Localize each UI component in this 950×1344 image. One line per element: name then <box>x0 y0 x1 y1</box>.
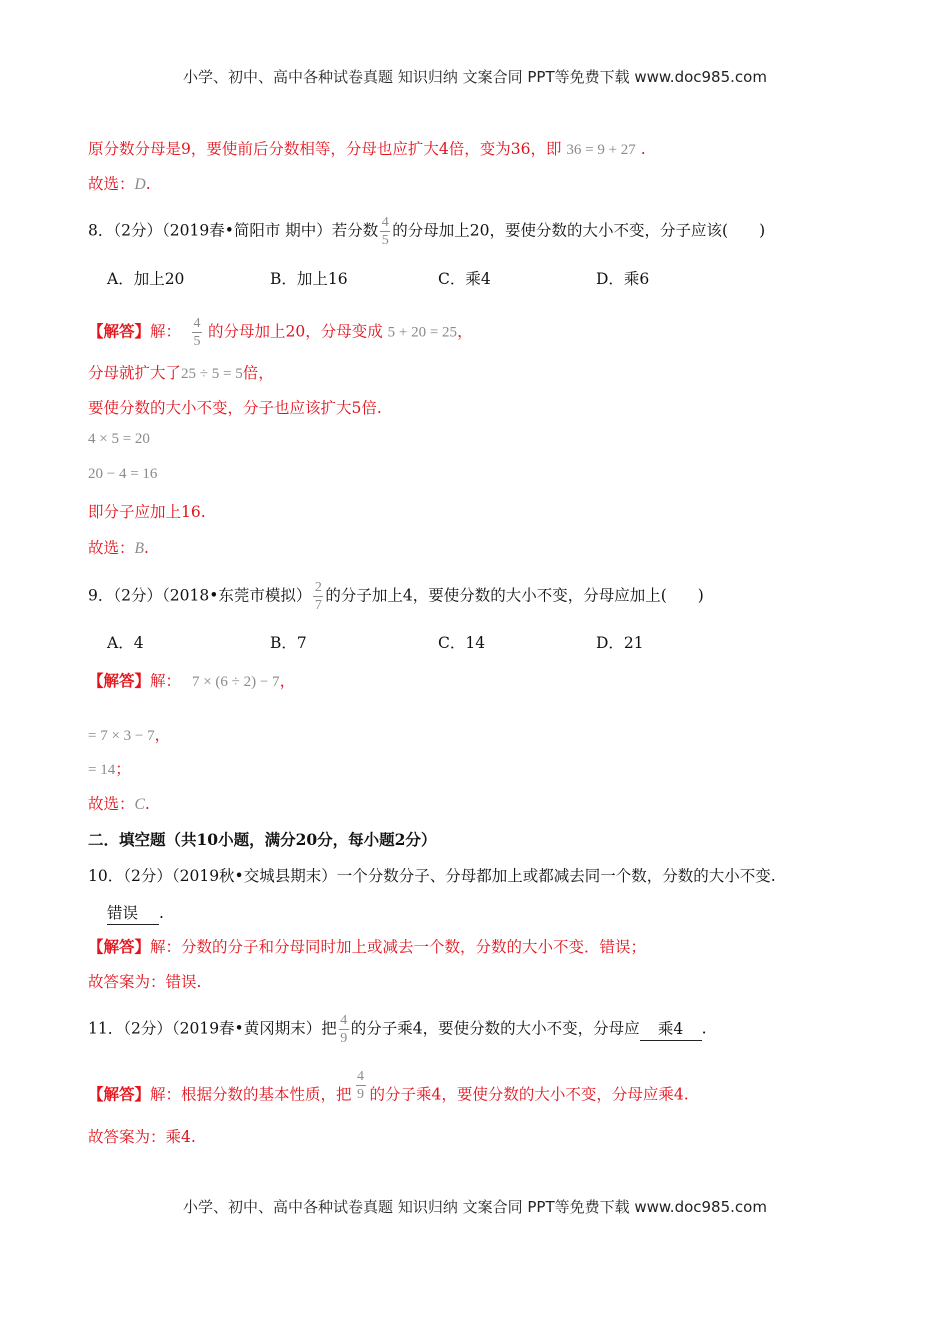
q11-solution <box>88 1069 689 1112</box>
q9-solution-1 <box>88 670 295 693</box>
q8-frac-den: 5 <box>381 233 389 248</box>
q9-stem <box>88 580 704 613</box>
page-footer: 小学、初中、高中各种试卷真题 知识归纳 文案合同 PPT等免费下载 www.doc985.com <box>183 1198 767 1216</box>
q8-sol-frac-den: 5 <box>193 334 201 349</box>
q11-sol-frac-den: 9 <box>357 1087 365 1102</box>
q9-number: 9． <box>88 586 114 605</box>
q9-sol-math-2-end: ， <box>154 726 171 744</box>
q11-source: （2019春•黄冈期末） <box>171 1019 322 1038</box>
q9-answer-letter: C <box>134 796 145 813</box>
q11-frac-den: 9 <box>340 1031 348 1046</box>
q9-score: （2分） <box>113 586 162 605</box>
q10-sol-text: 解：分数的分子和分母同时加上或减去一个数，分数的大小不变．错误； <box>150 938 647 956</box>
q8-sol-2: 分母就扩大了 <box>88 364 182 382</box>
q8-option-c[interactable]: C．乘4 <box>438 270 491 288</box>
q10-stem-text: 一个分数分子、分母都加上或都减去同一个数，分数的大小不变. <box>336 867 776 885</box>
q8-sol-frac-num: 4 <box>193 316 201 331</box>
q8-option-d[interactable]: D．乘6 <box>596 270 650 288</box>
q8-sol-1-end: ， <box>457 322 473 341</box>
q11-stem-b: 的分子乘4，要使分数的大小不变，分母应 <box>350 1019 640 1038</box>
q11-score: （2分） <box>123 1019 172 1038</box>
q9-solution-2 <box>88 724 170 747</box>
q8-sol-2-end: 倍， <box>242 364 274 382</box>
q7-answer-end: . <box>145 175 151 193</box>
q11-number: 11． <box>88 1019 124 1038</box>
q8-number: 8． <box>88 221 114 240</box>
q9-sol-math-2: = 7 × 3 − 7 <box>88 728 155 744</box>
q9-sol-math-3-end: ； <box>115 760 131 778</box>
q9-frac-num: 2 <box>314 580 322 595</box>
q11-stem-a: 把 <box>321 1019 337 1038</box>
q8-stem <box>88 215 765 248</box>
q11-stem <box>88 1013 707 1046</box>
q7-explain-text: 原分数分母是9，要使前后分数相等，分母也应扩大4倍，变为36，即 <box>88 140 562 158</box>
q9-stem-text: 的分子加上4，要使分数的大小不变，分母应加上( ) <box>325 586 704 605</box>
q9-source: （2018•东莞市模拟） <box>162 586 312 605</box>
q10-sol-label: 【解答】 <box>88 937 151 956</box>
q7-answer <box>88 173 151 196</box>
q9-answer-label: 故选： <box>88 795 135 813</box>
q9-option-b[interactable]: B．7 <box>270 634 307 652</box>
q10-source: （2019秋•交城县期末） <box>171 867 337 885</box>
q11-answer: 故答案为：乘4. <box>88 1128 196 1146</box>
q8-sol-2-math: 25 ÷ 5 = 5 <box>181 366 243 382</box>
q9-sol-math-3: = 14 <box>88 762 116 778</box>
q8-solution-1 <box>88 316 473 349</box>
q8-answer <box>88 537 149 560</box>
q8-sol-label: 【解答】 <box>88 321 151 341</box>
q8-sol-intro: 解： <box>150 322 182 341</box>
q10-blank[interactable]: 错误 <box>107 902 159 925</box>
q8-score: （2分） <box>113 221 162 240</box>
q10-stem <box>88 865 776 887</box>
q11-sol-a: 解：根据分数的基本性质，把 <box>150 1085 352 1104</box>
q9-option-d[interactable]: D．21 <box>596 634 644 652</box>
q9-frac-den: 7 <box>314 598 322 613</box>
q9-sol-intro: 解： <box>150 672 182 690</box>
q8-solution-3: 要使分数的大小不变，分子也应该扩大5倍. <box>88 399 382 417</box>
q7-answer-label: 故选： <box>88 175 135 193</box>
q8-answer-letter: B <box>134 540 144 557</box>
q8-answer-label: 故选： <box>88 539 135 557</box>
q8-sol-fraction <box>192 316 202 349</box>
q7-explain-math: 36 = 9 + 27 <box>566 142 636 158</box>
q8-option-b[interactable]: B．加上16 <box>270 270 348 288</box>
q8-frac-num: 4 <box>381 215 389 230</box>
q8-solution-2 <box>88 362 274 385</box>
q9-answer <box>88 793 150 816</box>
q11-sol-b: 的分子乘4，要使分数的大小不变，分母应乘4. <box>369 1085 689 1104</box>
q11-blank-end: . <box>701 1019 707 1038</box>
q11-fraction <box>339 1013 349 1046</box>
q8-source: （2019春•简阳市 期中） <box>162 221 332 240</box>
q10-score: （2分） <box>123 867 172 885</box>
q9-fraction <box>313 580 323 613</box>
q8-option-a[interactable]: A．加上20 <box>107 270 185 288</box>
q9-sol-math-1: 7 × (6 ÷ 2) − 7 <box>191 674 280 690</box>
q10-blank-line <box>107 902 164 925</box>
section-2-title: 二．填空题（共10小题，满分20分，每小题2分） <box>88 830 437 849</box>
q11-sol-label: 【解答】 <box>88 1084 151 1104</box>
q9-sol-math-1-end: ， <box>279 672 296 690</box>
q9-sol-label: 【解答】 <box>88 671 151 690</box>
q8-sol-1-math: 5 + 20 = 25 <box>387 324 458 341</box>
q8-stem-a: 若分数 <box>331 221 379 240</box>
q8-calc-2: 20 − 4 = 16 <box>88 466 158 482</box>
q8-calc-1: 4 × 5 = 20 <box>88 431 150 447</box>
q8-sol-1: 的分母加上20，分母变成 <box>207 322 383 341</box>
q7-answer-letter: D <box>134 176 146 193</box>
q11-blank[interactable]: 乘4 <box>640 1018 702 1041</box>
q7-explain-end: . <box>640 140 646 158</box>
q10-solution <box>88 936 646 958</box>
q9-answer-end: . <box>144 795 150 813</box>
q7-explanation <box>88 138 646 161</box>
q11-sol-fraction <box>356 1069 366 1102</box>
page-header: 小学、初中、高中各种试卷真题 知识归纳 文案合同 PPT等免费下载 www.doc985.com <box>183 68 767 86</box>
q11-frac-num: 4 <box>340 1013 348 1028</box>
q8-solution-4: 即分子应加上16. <box>88 503 206 521</box>
q8-stem-b: 的分母加上20，要使分数的大小不变，分子应该( ) <box>392 221 766 240</box>
q11-sol-frac-num: 4 <box>357 1069 365 1084</box>
q8-fraction <box>380 215 390 248</box>
q9-option-c[interactable]: C．14 <box>438 634 486 652</box>
q10-number: 10． <box>88 867 124 885</box>
q10-blank-end: . <box>159 904 164 922</box>
q9-option-a[interactable]: A．4 <box>107 634 144 652</box>
q9-solution-3 <box>88 758 131 781</box>
q10-answer: 故答案为：错误. <box>88 973 202 991</box>
q8-answer-end: . <box>143 539 149 557</box>
